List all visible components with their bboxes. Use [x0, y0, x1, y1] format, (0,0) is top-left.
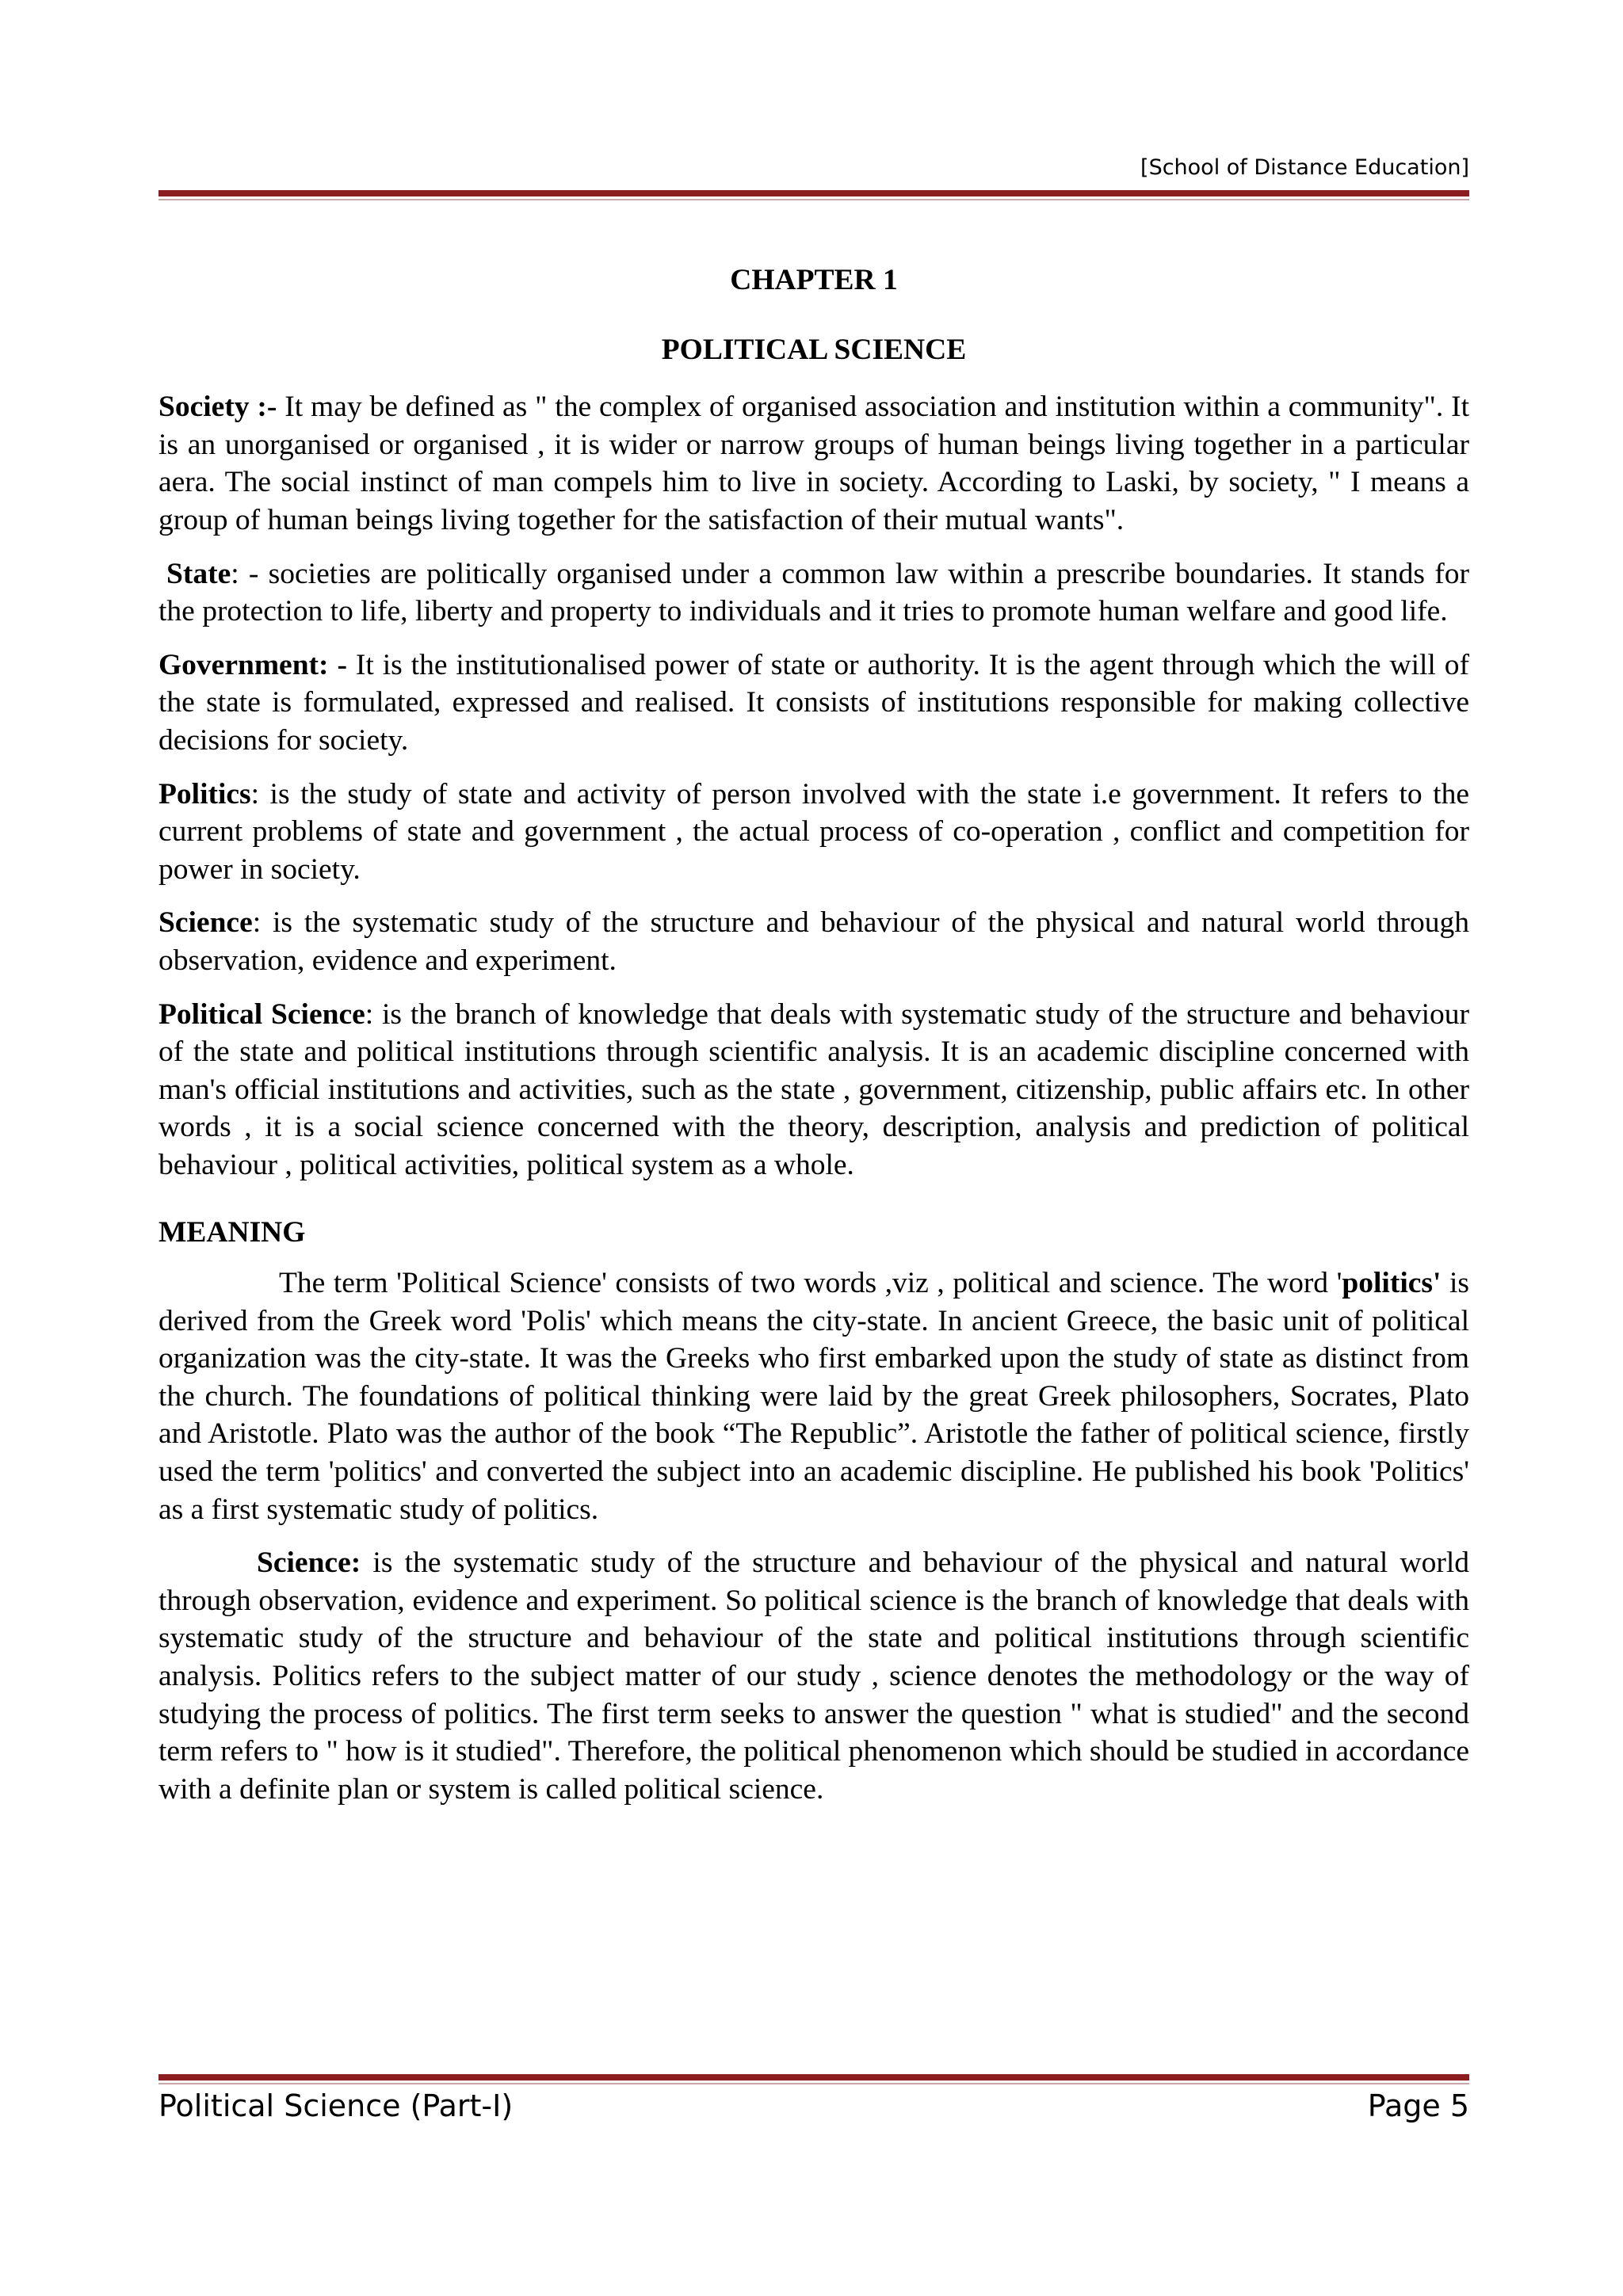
term-politics: Politics: [158, 777, 251, 810]
term-science: Science: [158, 906, 253, 940]
term-state: State: [166, 557, 231, 590]
section-heading-meaning: MEANING: [158, 1216, 306, 1249]
definition-text: : is the branch of knowledge that deals with systematic study of the structure and behaviour of the state and political institutions through scientific analysis. It is an academic discipline concerned with man's official institutions and activities, such as the state , government, citizenship, public affairs etc. In other words , it is a social science concerned with the theory, description, analysis and prediction of political behaviour , political activities, political system as a whole.: [158, 997, 1470, 1181]
chapter-title: POLITICAL SCIENCE: [661, 333, 967, 366]
paragraph-text: is the systematic study of the structure and behaviour of the physical and natural world through observation, evidence and experiment. So political science is the branch of knowledge that deals with systematic study of the structure and behaviour of the state and political institutions through scientific analysis. Politics refers to the subject matter of our study , science denotes the methodology or the way of studying the process of politics. The first term seeks to answer the question " what is studied" and the second term refers to " how is it studied". Therefore, the political phenomenon which should be studied in accordance with a definite plan or system is called political science.: [158, 1547, 1469, 1806]
meaning-paragraph-1: [158, 1264, 1469, 1528]
definition-society: [158, 388, 1469, 539]
chapter-number: CHAPTER 1: [730, 264, 898, 296]
term-political-science: Political Science: [158, 997, 365, 1031]
term-science-bold: Science:: [257, 1547, 361, 1580]
definition-text: societies are politically organised under a common law within a prescribe boundaries. It stands for the protection to life, liberty and property to individuals and it tries to promote human welfare and good life.: [158, 557, 1469, 628]
page-footer: [158, 2088, 1469, 2123]
definition-political-science: [158, 996, 1469, 1184]
footer-course-title: Political Science (Part-I): [158, 2088, 514, 2123]
definition-text: : is the systematic study of the structure and behaviour of the physical and natural world through observation, evidence and experiment.: [158, 906, 1469, 977]
definition-politics: [158, 776, 1469, 889]
header-rule: [158, 190, 1469, 200]
term-government: Government: -: [158, 648, 347, 681]
definition-text: : is the study of state and activity of person involved with the state i.e government. It refers to the current problems of state and government , the actual process of co-operation , conflict and competition for power in society.: [158, 777, 1469, 886]
header-institution: [School of Distance Education]: [1140, 155, 1469, 180]
meaning-paragraph-2: [158, 1544, 1469, 1808]
paragraph-text: is derived from the Greek word 'Polis' which means the city-state. In ancient Greece, the basic unit of political organization was the city-state. It was the Greeks who first embarked upon the study of state as distinct from the church. The foundations of political thinking were laid by the great Greek philosophers, Socrates, Plato and Aristotle. Plato was the author of the book “The Republic”. Aristotle the father of political science, firstly used the term 'politics' and converted the subject into an academic discipline. He published his book 'Politics' as a first systematic study of politics.: [158, 1267, 1469, 1526]
term-society: Society :-: [158, 391, 277, 424]
term-politics-bold: politics': [1342, 1267, 1442, 1300]
definition-text: It may be defined as " the complex of organised association and institution within a community". It is an unorganised or organised , it is wider or narrow groups of human beings living together in a particular aera. The social instinct of man compels him to live in society. According to Laski, by society, " I means a group of human beings living together for the satisfaction of their mutual wants".: [158, 391, 1469, 536]
paragraph-lead: The term 'Political Science' consists of two words ,viz , political and science. The word ': [279, 1267, 1342, 1300]
definition-text: It is the institutionalised power of state or authority. It is the agent through which the will of the state is formulated, expressed and realised. It consists of institutions responsible for making collective decisions for society.: [158, 648, 1469, 757]
definition-science: [158, 904, 1469, 979]
definition-state: [158, 555, 1469, 631]
footer-rule: [158, 2074, 1469, 2084]
definition-government: [158, 646, 1469, 760]
page-content: [158, 261, 1469, 1824]
definition-separator: : -: [231, 557, 259, 590]
footer-page-number: Page 5: [1367, 2088, 1469, 2123]
